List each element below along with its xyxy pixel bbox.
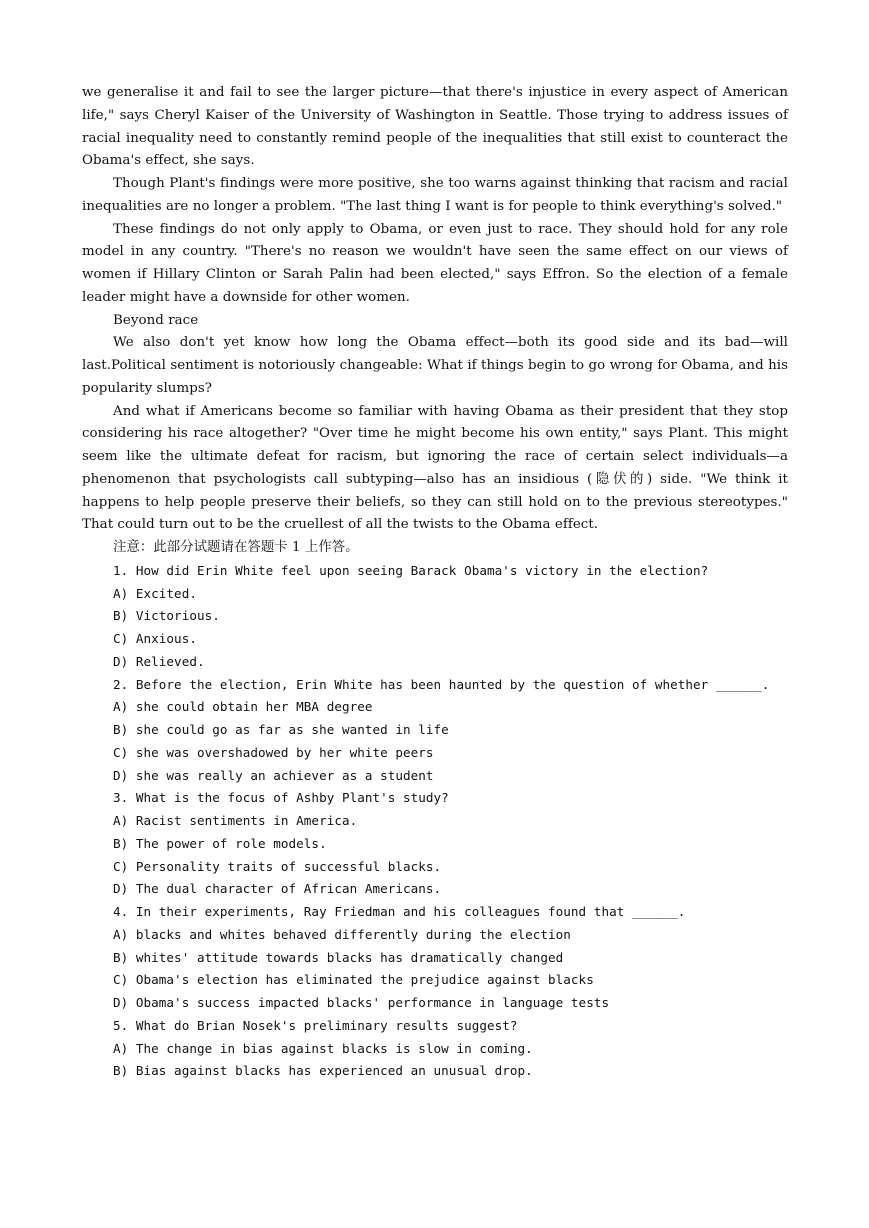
question-3-option-b: B) The power of role models. (113, 835, 327, 851)
question-1-option-b: B) Victorious. (113, 608, 220, 624)
question-2-option-c: C) she was overshadowed by her white peers (113, 744, 434, 760)
question-3: 3. What is the focus of Ashby Plant's study? (113, 790, 449, 806)
question-4-option-b: B) whites' attitude towards blacks has dramatically changed (113, 949, 564, 965)
article-paragraph: Though Plant's findings were more positive, she too warns against thinking that racism and racial inequalities are no longer a problem. "The last thing I want is for people to think everything's solved." (82, 176, 788, 214)
question-5-option-a: A) The change in bias against blacks is slow in coming. (113, 1040, 533, 1056)
article-paragraph: we generalise it and fail to see the larger picture—that there's injustice in every aspect of American life," says Cheryl Kaiser of the University of Washington in Seattle. Those trying to address issues of racial inequality need to constantly remind people of the inequalities that still exist to counteract the Obama's effect, she says. (82, 85, 788, 169)
document-body (82, 82, 788, 1083)
question-4-option-a: A) blacks and whites behaved differently during the election (113, 926, 571, 942)
question-2-option-b: B) she could go as far as she wanted in life (113, 722, 449, 737)
article-paragraph: We also don't yet know how long the Obama effect—both its good side and its bad—will last.Political sentiment is notoriously changeable: What if things begin to go wrong for Obama, and his popularity slumps? (82, 335, 788, 396)
question-3-option-a: A) Racist sentiments in America. (113, 813, 358, 828)
answer-sheet-note: 注意：此部分试题请在答题卡 1 上作答。 (113, 540, 359, 555)
question-3-option-c: C) Personality traits of successful blacks. (113, 858, 442, 874)
question-4: 4. In their experiments, Ray Friedman and his colleagues found that ______. (113, 904, 686, 919)
question-1-option-c: C) Anxious. (113, 631, 197, 646)
question-3-option-d: D) The dual character of African Americans. (113, 881, 442, 897)
question-4-option-c: C) Obama's election has eliminated the prejudice against blacks (113, 972, 594, 988)
article-paragraph: And what if Americans become so familiar with having Obama as their president that they stop considering his race altogether? "Over time he might become his own entity," says Plant. This might seem like the ultimate defeat for racism, but ignoring the race of certain select individuals—a phenomenon that psychologists call subtyping—also has an insidious (隐伏的) side. "We think it happens to help people preserve their beliefs, so they can still hold on to the previous stereotypes." That could turn out to be the cruellest of all the twists to the Obama effect. (82, 403, 788, 533)
article-paragraph: These findings do not only apply to Obama, or even just to race. They should hold for any role model in any country. "There's no reason we wouldn't have seen the same effect on our views of women if Hillary Clinton or Sarah Palin had been elected," says Effron. So the election of a female leader might have a downside for other women. (82, 221, 788, 305)
question-2-option-d: D) she was really an achiever as a student (113, 767, 434, 783)
question-1-option-a: A) Excited. (113, 585, 197, 601)
question-4-option-d: D) Obama's success impacted blacks' performance in language tests (113, 995, 610, 1010)
question-1: 1. How did Erin White feel upon seeing Barack Obama's victory in the election? (113, 562, 709, 578)
question-5: 5. What do Brian Nosek's preliminary results suggest? (113, 1017, 518, 1033)
question-5-option-b: B) Bias against blacks has experienced an unusual drop. (113, 1063, 533, 1079)
section-heading: Beyond race (113, 312, 199, 328)
question-2-option-a: A) she could obtain her MBA degree (113, 699, 373, 715)
question-2: 2. Before the election, Erin White has been haunted by the question of whether ______. (113, 676, 770, 692)
question-1-option-d: D) Relieved. (113, 653, 205, 669)
